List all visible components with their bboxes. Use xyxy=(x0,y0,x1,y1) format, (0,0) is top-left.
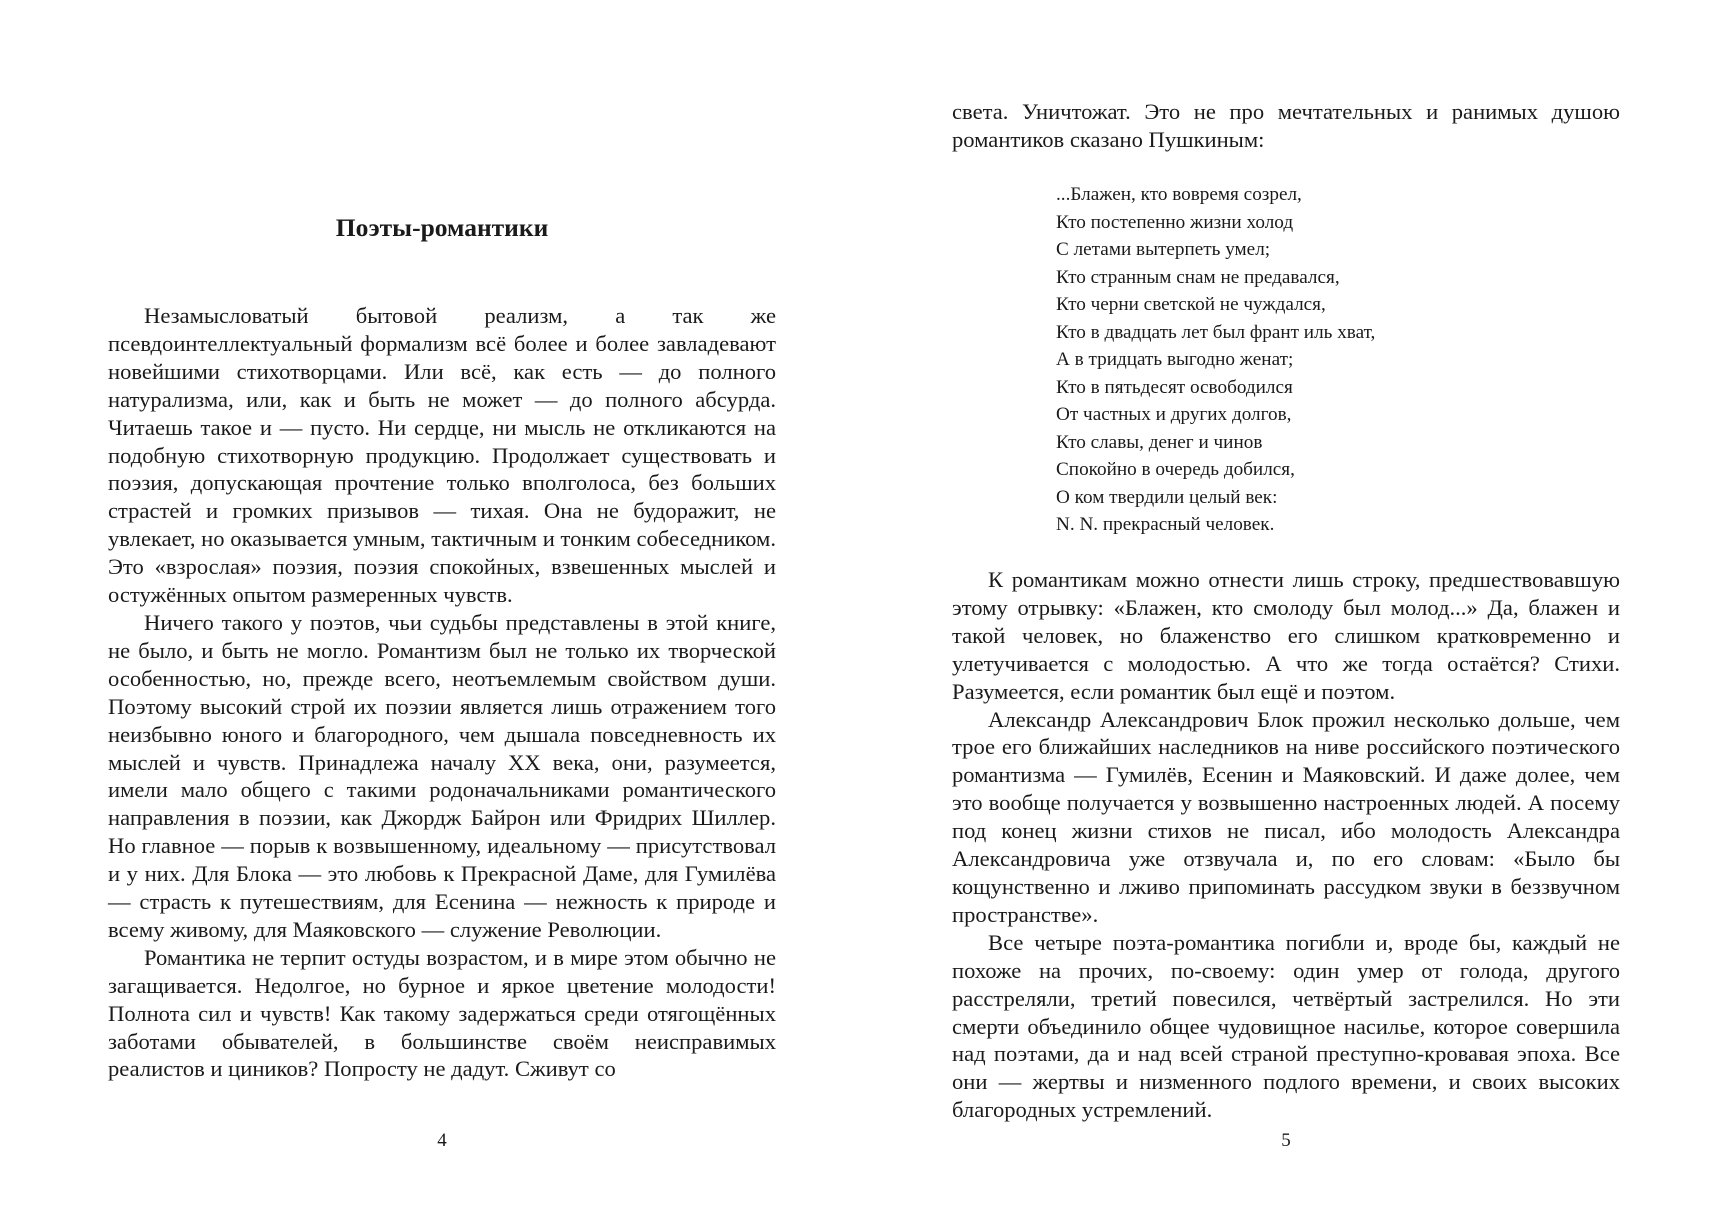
poem-line: О ком твердили целый век: xyxy=(1056,486,1278,508)
poem-line: С летами вытерпеть умел; xyxy=(1056,239,1271,260)
poem-line: ...Блажен, кто вовремя созрел, xyxy=(1056,184,1302,205)
page-number-right: 5 xyxy=(1281,1130,1291,1151)
paragraph: света. Уничтожат. Это не про мечтательных и ранимых душою романтиков сказано Пушкиным: xyxy=(952,99,1620,152)
poem-line: Спокойно в очередь добился, xyxy=(1056,459,1295,480)
paragraph: Все четыре поэта-романтика погибли и, вроде бы, каждый не похоже на прочих, по-своему: один умер от голода, другого расстреляли, третий повесился, четвёртый застрелился. Но эти смерти объединило общее чудовищное насилье, которое совершила над поэтами, да и над всей страной преступно-кровавая эпоха. Все они — жертвы и низменного подлого времени, и своих высоких благородных устремлений. xyxy=(952,929,1620,1123)
poem-line: N. N. прекрасный человек. xyxy=(1056,514,1275,535)
right-page xyxy=(856,0,1713,1211)
poem-line: А в тридцать выгодно женат; xyxy=(1056,349,1294,370)
left-page xyxy=(0,0,856,1211)
poem-line: Кто черни светской не чуждался, xyxy=(1056,294,1326,315)
poem-line: Кто славы, денег и чинов xyxy=(1056,431,1263,453)
poem-line: Кто в пятьдесят освободился xyxy=(1056,376,1293,398)
left-page-body xyxy=(108,302,776,1083)
poem-line: От частных и других долгов, xyxy=(1056,404,1292,425)
paragraph: Незамысловатый бытовой реализм, а так же псевдоинтеллектуальный формализм всё более и более завладевают новейшими стихотворцами. Или всё, как есть — до полного натурализма, или, как и быть не может — до полного абсурда. Читаешь такое и — пусто. Ни сердце, ни мысль не откликаются на подобную стихотворную продукцию. Продолжает существовать и поэзия, допускающая прочтение только вполголоса, без больших страстей и громких призывов — тихая. Она не будоражит, не увлекает, но оказывается умным, тактичным и тонким собеседником. Это «взрослая» поэзия, поэзия спокойных, взвешенных мыслей и остужённых опытом размеренных чувств. xyxy=(108,303,776,608)
right-page-body xyxy=(952,566,1620,1124)
paragraph: Ничего такого у поэтов, чьи судьбы представлены в этой книге, не было, и быть не могло. Романтизм был не только их творческой особенностью, но, прежде всего, неотъемлемым свойством души. Поэтому высокий строй их поэзии является лишь отражением того неизбывно юного и благородного, чем дышала повседневность их мыслей и чувств. Принадлежа началу XX века, они, разумеется, имели мало общего с такими родоначальниками романтического направления в поэзии, как Джордж Байрон или Фридрих Шиллер. Но главное — порыв к возвышенному, идеальному — присутствовал и у них. Для Блока — это любовь к Прекрасной Даме, для Гумилёва — страсть к путешествиям, для Есенина — нежность к природе и всему живому, для Маяковского — служение Революции. xyxy=(108,609,776,942)
paragraph: Александр Александрович Блок прожил несколько дольше, чем трое его ближайших наследников на ниве российского поэтического романтизма — Гумилёв, Есенин и Маяковский. И даже долее, чем это вообще получается у возвышенно настроенных людей. А посему под конец жизни стихов не писал, ибо молодость Александра Александровича уже отзвучала и, по его словам: «Было бы кощунственно и лживо припоминать рассудком звуки в беззвучном пространстве». xyxy=(952,706,1620,927)
right-page-continuation xyxy=(952,98,1620,154)
poem-quote xyxy=(1056,181,1476,539)
poem-line: Кто странным снам не предавался, xyxy=(1056,266,1340,288)
poem-line: Кто в двадцать лет был франт иль хват, xyxy=(1056,321,1376,343)
paragraph: К романтикам можно отнести лишь строку, предшествовавшую этому отрывку: «Блажен, кто смолоду был молод...» Да, блажен и такой человек, но блаженство его слишком кратковременно и улетучивается с молодостью. А что же тогда остаётся? Стихи. Разумеется, если романтик был ещё и поэтом. xyxy=(952,567,1620,704)
paragraph: Романтика не терпит остуды возрастом, и в мире этом обычно не загащивается. Недолгое, но бурное и яркое цветение молодости! Полнота сил и чувств! Как такому задержаться среди отягощённых заботами обывателей, в большинстве своём неисправимых реалистов и циников? Попросту не дадут. Сживут со xyxy=(108,944,776,1082)
poem-line: Кто постепенно жизни холод xyxy=(1056,211,1294,233)
page-number-left: 4 xyxy=(437,1130,447,1151)
chapter-heading: Поэты-романтики xyxy=(335,213,549,242)
